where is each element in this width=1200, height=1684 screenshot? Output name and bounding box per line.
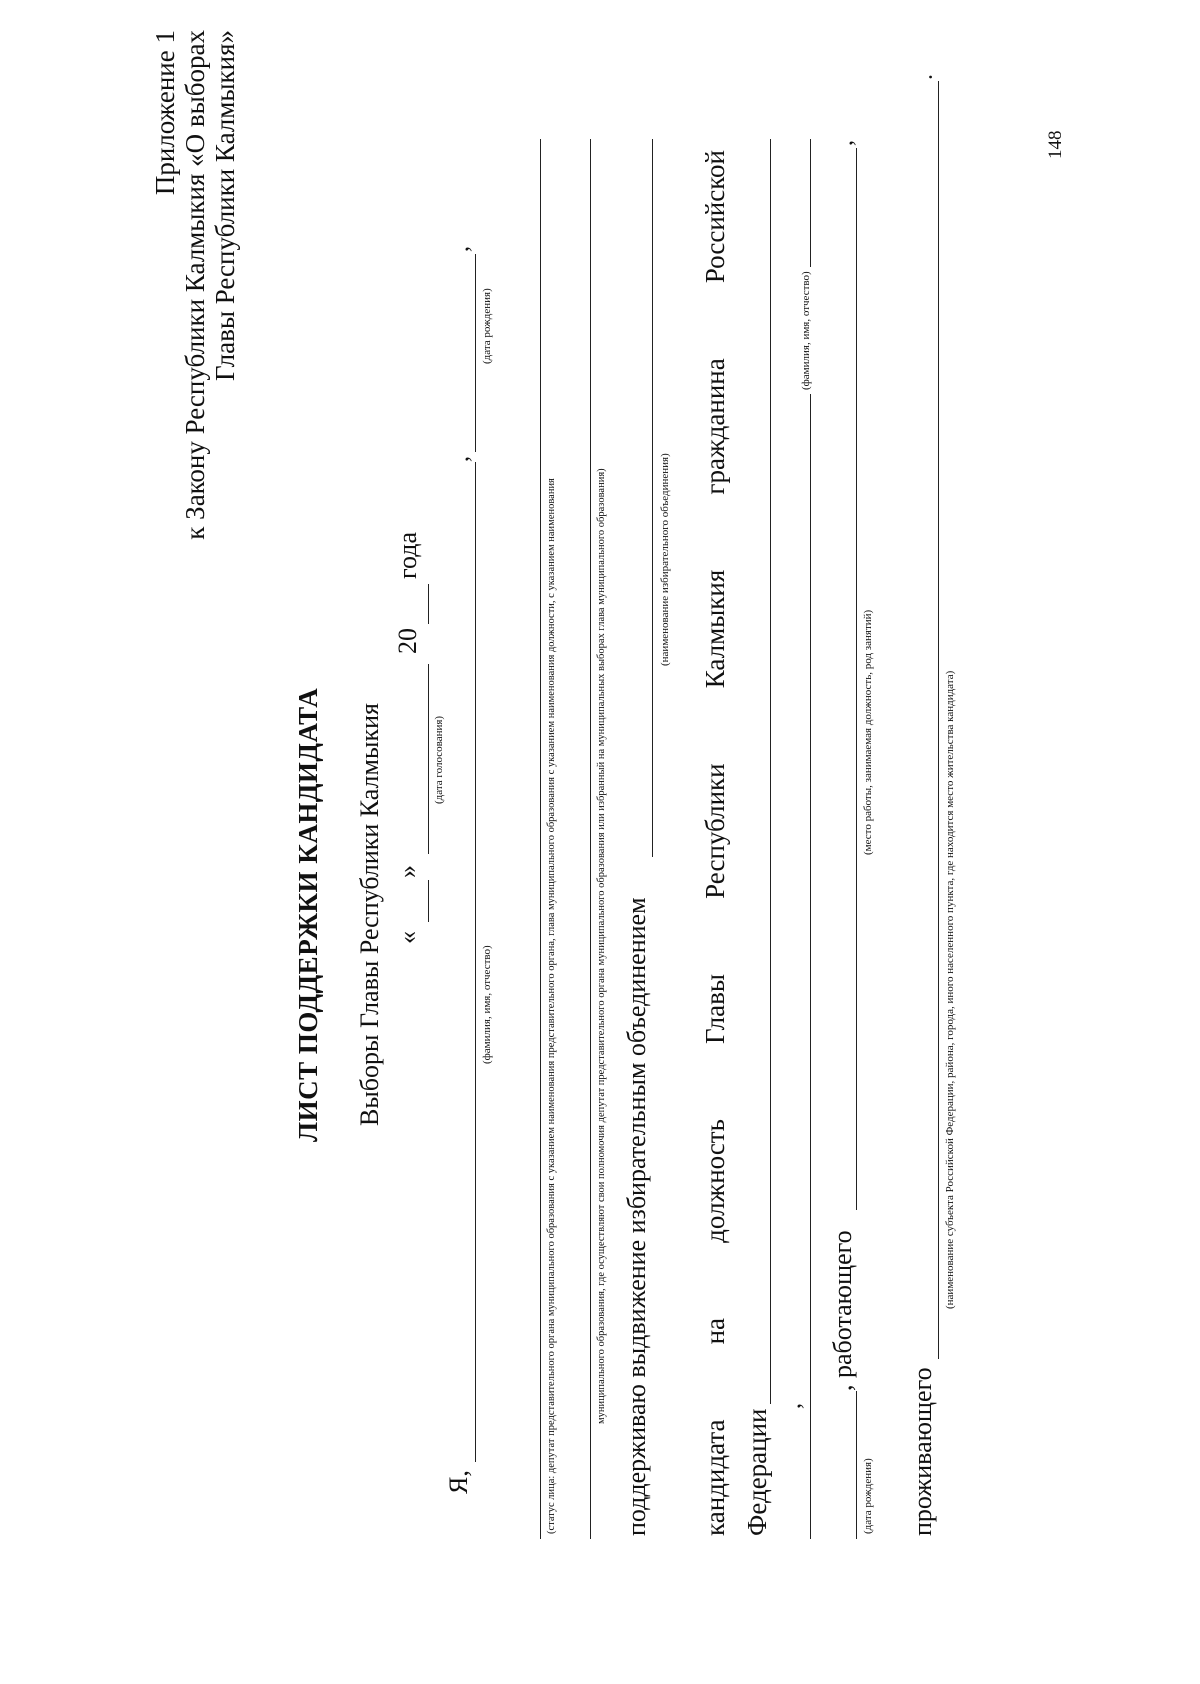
year-blank-line [428, 584, 429, 624]
word-candidate: кандидата [700, 1419, 730, 1536]
candidate-position-line [700, 150, 731, 1536]
voting-date-row [393, 931, 423, 944]
word-russian: Российской [700, 150, 730, 284]
party-caption: (наименование избирательного объединения) [659, 453, 671, 666]
status-blank-line [540, 139, 541, 1539]
fio-comma: , [448, 456, 474, 462]
document-title: ЛИСТ ПОДДЕРЖКИ КАНДИДАТА [293, 687, 323, 1142]
status-caption-2: муниципального образования, где осуществляют свои полномочия депутат представительного органа муниципального образования или избранный на муниципальных выборах глава муниципального образования) [596, 468, 607, 1424]
residing-text: проживающего [908, 1367, 937, 1536]
fio-prefix: Я, [444, 1470, 473, 1494]
status-caption-1: (статус лица: депутат представительного органа муниципального образования с указанием наименования представительного органа, глава муниципального образования с указанием наименования должности, с указанием наименования [546, 478, 557, 1534]
residence-blank-line [938, 81, 939, 1359]
birthdate-caption: (дата рождения) [481, 288, 493, 364]
appendix-header [150, 30, 240, 630]
voting-date-caption: (дата голосования) [433, 715, 445, 804]
open-quote: « [393, 931, 422, 944]
birthdate-blank-line [475, 254, 476, 452]
appendix-line-2: к Закону Республики Калмыкия «О выборах [180, 30, 210, 540]
candidate-birth-blank-line [856, 1391, 857, 1539]
status-blank-line-2 [590, 139, 591, 1539]
candidate-birth-caption: (дата рождения) [862, 1458, 874, 1534]
candidate-fio-caption: (фамилия, имя, отчество) [800, 267, 812, 394]
election-subtitle: Выборы Главы Республики Калмыкия [355, 703, 384, 1126]
word-na: на [700, 1317, 730, 1345]
page-number: 148 [1045, 130, 1066, 159]
workplace-caption: (место работы, занимаемая должность, род занятий) [862, 609, 874, 855]
word-citizen: гражданина [700, 358, 730, 495]
federation-text: Федерации [742, 1408, 772, 1536]
workplace-blank-line [856, 148, 857, 1210]
day-blank-line [428, 880, 429, 922]
workplace-end-comma: , [832, 140, 858, 146]
appendix-line-3: Главы Республики Калмыкия» [210, 30, 240, 381]
fio-end-comma: , [448, 246, 474, 252]
residence-end-period: . [912, 74, 938, 80]
fio-blank-line [475, 462, 476, 1462]
federation-comma: , [780, 1403, 806, 1409]
support-text: поддерживаю выдвижение избирательным объединением [622, 897, 651, 1536]
candidate-fio-blank-line [770, 139, 771, 1404]
word-kalmykia: Калмыкия [700, 569, 730, 689]
month-blank-line [428, 664, 429, 854]
year-suffix: года [393, 531, 422, 579]
word-position: должность [700, 1119, 730, 1243]
working-text: , работающего [828, 1230, 857, 1391]
close-quote: » [393, 865, 422, 878]
year-prefix: 20 [393, 628, 422, 654]
residence-caption: (наименование субъекта Российской Федерации, района, города, иного населенного пункта, где находится место жительства кандидата) [944, 670, 956, 1309]
fio-caption: (фамилия, имя, отчество) [481, 945, 493, 1064]
word-head: Главы [700, 974, 730, 1044]
appendix-line-1: Приложение 1 [150, 30, 180, 196]
word-republic: Республики [700, 763, 730, 899]
party-blank-line [652, 139, 653, 857]
